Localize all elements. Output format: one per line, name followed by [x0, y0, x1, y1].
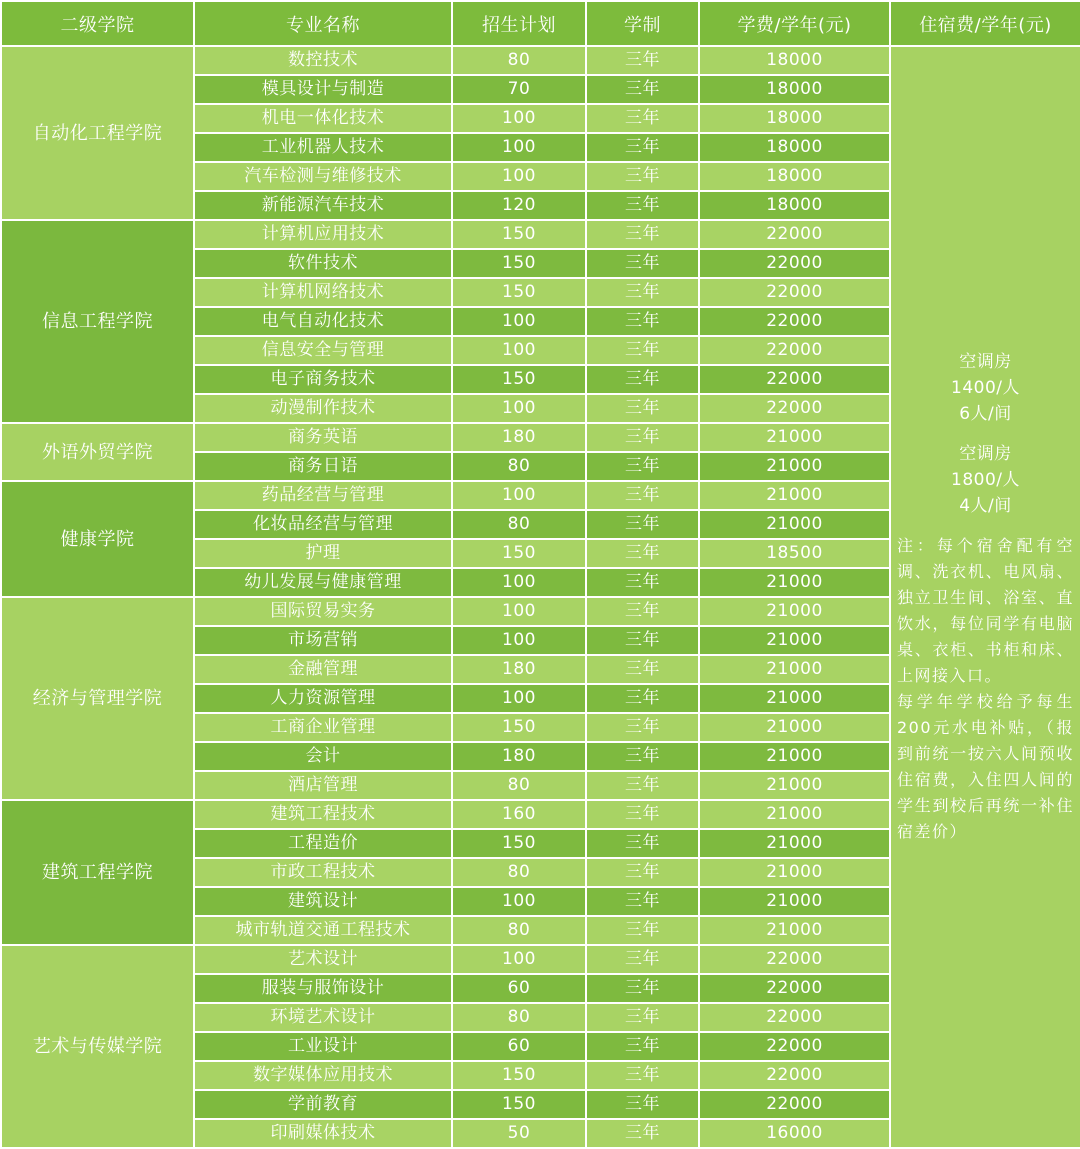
enrollment-plan: 100	[452, 684, 586, 713]
header-duration: 学制	[586, 1, 699, 46]
tuition-fee: 21000	[699, 858, 890, 887]
header-row	[1, 1, 1080, 46]
enrollment-plan: 100	[452, 307, 586, 336]
enrollment-plan: 50	[452, 1119, 586, 1148]
tuition-fee: 21000	[699, 655, 890, 684]
enrollment-plan: 150	[452, 278, 586, 307]
major-name: 汽车检测与维修技术	[194, 162, 452, 191]
program-duration: 三年	[586, 945, 699, 974]
major-name: 计算机应用技术	[194, 220, 452, 249]
tuition-fee: 21000	[699, 771, 890, 800]
program-duration: 三年	[586, 974, 699, 1003]
dorm-option-line: 空调房	[959, 444, 1012, 464]
college-name: 信息工程学院	[1, 220, 194, 423]
tuition-fee: 21000	[699, 626, 890, 655]
tuition-fee: 21000	[699, 452, 890, 481]
tuition-fee: 18000	[699, 191, 890, 220]
enrollment-plan: 80	[452, 452, 586, 481]
major-name: 市场营销	[194, 626, 452, 655]
college-name: 经济与管理学院	[1, 597, 194, 800]
major-name: 服装与服饰设计	[194, 974, 452, 1003]
college-name: 艺术与传媒学院	[1, 945, 194, 1148]
program-duration: 三年	[586, 423, 699, 452]
enrollment-plan: 80	[452, 510, 586, 539]
enrollment-plan: 80	[452, 46, 586, 75]
major-name: 计算机网络技术	[194, 278, 452, 307]
tuition-fee: 22000	[699, 1003, 890, 1032]
major-name: 商务日语	[194, 452, 452, 481]
major-name: 工业机器人技术	[194, 133, 452, 162]
tuition-fee: 22000	[699, 220, 890, 249]
major-name: 国际贸易实务	[194, 597, 452, 626]
major-name: 商务英语	[194, 423, 452, 452]
program-duration: 三年	[586, 742, 699, 771]
header-tuition: 学费/学年(元)	[699, 1, 890, 46]
tuition-fee: 21000	[699, 568, 890, 597]
dorm-amenities-note: 注：每个宿舍配有空调、洗衣机、电风扇、独立卫生间、浴室、直饮水，每位同学有电脑桌、衣柜、书柜和床、上网接入口。	[897, 536, 1074, 685]
enrollment-plan: 150	[452, 365, 586, 394]
enrollment-plan: 100	[452, 568, 586, 597]
tuition-fee: 22000	[699, 249, 890, 278]
program-duration: 三年	[586, 887, 699, 916]
major-name: 工程造价	[194, 829, 452, 858]
major-name: 艺术设计	[194, 945, 452, 974]
header-plan: 招生计划	[452, 1, 586, 46]
program-duration: 三年	[586, 1090, 699, 1119]
program-duration: 三年	[586, 858, 699, 887]
program-duration: 三年	[586, 307, 699, 336]
program-duration: 三年	[586, 916, 699, 945]
enrollment-plan: 70	[452, 75, 586, 104]
college-name: 建筑工程学院	[1, 800, 194, 945]
enrollment-plan: 100	[452, 133, 586, 162]
header-college: 二级学院	[1, 1, 194, 46]
enrollment-plan: 100	[452, 887, 586, 916]
program-duration: 三年	[586, 1061, 699, 1090]
tuition-fee: 21000	[699, 800, 890, 829]
enrollment-plan: 120	[452, 191, 586, 220]
enrollment-plan: 150	[452, 1061, 586, 1090]
tuition-fee: 21000	[699, 887, 890, 916]
major-name: 建筑设计	[194, 887, 452, 916]
dorm-option-line: 4人/间	[959, 496, 1012, 516]
major-name: 电子商务技术	[194, 365, 452, 394]
enrollment-plan: 80	[452, 1003, 586, 1032]
enrollment-plan: 180	[452, 742, 586, 771]
enrollment-plan: 180	[452, 423, 586, 452]
enrollment-plan: 100	[452, 945, 586, 974]
program-duration: 三年	[586, 481, 699, 510]
tuition-fee: 21000	[699, 510, 890, 539]
tuition-fee: 22000	[699, 974, 890, 1003]
major-name: 幼儿发展与健康管理	[194, 568, 452, 597]
program-duration: 三年	[586, 684, 699, 713]
major-name: 印刷媒体技术	[194, 1119, 452, 1148]
tuition-fee: 22000	[699, 1090, 890, 1119]
program-duration: 三年	[586, 249, 699, 278]
dorm-option-line: 6人/间	[959, 404, 1012, 424]
major-name: 模具设计与制造	[194, 75, 452, 104]
program-duration: 三年	[586, 220, 699, 249]
tuition-fee: 22000	[699, 945, 890, 974]
enrollment-plan: 180	[452, 655, 586, 684]
tuition-fee: 21000	[699, 916, 890, 945]
college-name: 外语外贸学院	[1, 423, 194, 481]
enrollment-plan: 80	[452, 771, 586, 800]
program-duration: 三年	[586, 510, 699, 539]
major-name: 环境艺术设计	[194, 1003, 452, 1032]
table-row	[1, 46, 1080, 75]
tuition-fee: 18000	[699, 75, 890, 104]
dorm-option-six-person	[897, 349, 1074, 427]
program-duration: 三年	[586, 771, 699, 800]
enrollment-plan: 100	[452, 104, 586, 133]
dorm-option-line: 1400/人	[951, 378, 1020, 398]
tuition-fee: 22000	[699, 365, 890, 394]
major-name: 化妆品经营与管理	[194, 510, 452, 539]
program-duration: 三年	[586, 46, 699, 75]
enrollment-plan: 150	[452, 1090, 586, 1119]
dorm-option-four-person	[897, 441, 1074, 519]
major-name: 工商企业管理	[194, 713, 452, 742]
program-duration: 三年	[586, 133, 699, 162]
program-duration: 三年	[586, 597, 699, 626]
program-duration: 三年	[586, 191, 699, 220]
tuition-fee: 18000	[699, 133, 890, 162]
enrollment-plan: 100	[452, 481, 586, 510]
major-name: 市政工程技术	[194, 858, 452, 887]
dorm-option-line: 1800/人	[951, 470, 1020, 490]
enrollment-plan: 100	[452, 597, 586, 626]
program-duration: 三年	[586, 568, 699, 597]
enrollment-plan: 150	[452, 539, 586, 568]
program-duration: 三年	[586, 626, 699, 655]
tuition-fee: 18000	[699, 46, 890, 75]
enrollment-plan: 60	[452, 974, 586, 1003]
program-duration: 三年	[586, 713, 699, 742]
major-name: 机电一体化技术	[194, 104, 452, 133]
enrollment-plan: 150	[452, 829, 586, 858]
tuition-fee: 21000	[699, 481, 890, 510]
tuition-fee: 21000	[699, 713, 890, 742]
enrollment-plan: 100	[452, 394, 586, 423]
major-name: 药品经营与管理	[194, 481, 452, 510]
college-name: 自动化工程学院	[1, 46, 194, 220]
tuition-fee: 21000	[699, 423, 890, 452]
major-name: 酒店管理	[194, 771, 452, 800]
tuition-fee: 22000	[699, 307, 890, 336]
major-name: 动漫制作技术	[194, 394, 452, 423]
major-name: 数字媒体应用技术	[194, 1061, 452, 1090]
program-duration: 三年	[586, 394, 699, 423]
tuition-fee: 22000	[699, 1032, 890, 1061]
tuition-fee: 22000	[699, 1061, 890, 1090]
tuition-fee: 21000	[699, 742, 890, 771]
major-name: 人力资源管理	[194, 684, 452, 713]
enrollment-plan: 80	[452, 916, 586, 945]
major-name: 工业设计	[194, 1032, 452, 1061]
dorm-subsidy-note: 每学年学校给予每生200元水电补贴，（报到前统一按六人间预收住宿费，入住四人间的学生到校后再统一补住宿差价）	[897, 692, 1074, 841]
dorm-fee-info	[890, 46, 1080, 1148]
tuition-fee: 22000	[699, 336, 890, 365]
tuition-fee: 16000	[699, 1119, 890, 1148]
major-name: 护理	[194, 539, 452, 568]
major-name: 学前教育	[194, 1090, 452, 1119]
enrollment-plan: 60	[452, 1032, 586, 1061]
program-duration: 三年	[586, 1032, 699, 1061]
major-name: 电气自动化技术	[194, 307, 452, 336]
tuition-fee: 21000	[699, 829, 890, 858]
header-major: 专业名称	[194, 1, 452, 46]
enrollment-plan: 100	[452, 336, 586, 365]
enrollment-plan: 100	[452, 162, 586, 191]
major-name: 软件技术	[194, 249, 452, 278]
major-name: 金融管理	[194, 655, 452, 684]
tuition-fee: 18000	[699, 162, 890, 191]
program-duration: 三年	[586, 75, 699, 104]
tuition-fee: 21000	[699, 684, 890, 713]
program-duration: 三年	[586, 539, 699, 568]
major-name: 建筑工程技术	[194, 800, 452, 829]
program-duration: 三年	[586, 1003, 699, 1032]
enrollment-plan: 100	[452, 626, 586, 655]
major-name: 新能源汽车技术	[194, 191, 452, 220]
program-duration: 三年	[586, 800, 699, 829]
enrollment-plan: 80	[452, 858, 586, 887]
major-name: 城市轨道交通工程技术	[194, 916, 452, 945]
tuition-fee: 18000	[699, 104, 890, 133]
major-name: 信息安全与管理	[194, 336, 452, 365]
major-name: 会计	[194, 742, 452, 771]
tuition-fee: 22000	[699, 394, 890, 423]
program-duration: 三年	[586, 104, 699, 133]
tuition-fee: 21000	[699, 597, 890, 626]
program-duration: 三年	[586, 829, 699, 858]
header-dorm-fee: 住宿费/学年(元)	[890, 1, 1080, 46]
program-duration: 三年	[586, 278, 699, 307]
enrollment-plan: 150	[452, 249, 586, 278]
program-duration: 三年	[586, 336, 699, 365]
enrollment-plan: 150	[452, 220, 586, 249]
table-body	[1, 46, 1080, 1148]
enrollment-plan: 150	[452, 713, 586, 742]
tuition-fee: 22000	[699, 278, 890, 307]
major-name: 数控技术	[194, 46, 452, 75]
enrollment-plan: 160	[452, 800, 586, 829]
dorm-option-line: 空调房	[959, 352, 1012, 372]
college-name: 健康学院	[1, 481, 194, 597]
program-duration: 三年	[586, 162, 699, 191]
program-duration: 三年	[586, 1119, 699, 1148]
tuition-fee: 18500	[699, 539, 890, 568]
program-duration: 三年	[586, 365, 699, 394]
program-duration: 三年	[586, 452, 699, 481]
program-duration: 三年	[586, 655, 699, 684]
